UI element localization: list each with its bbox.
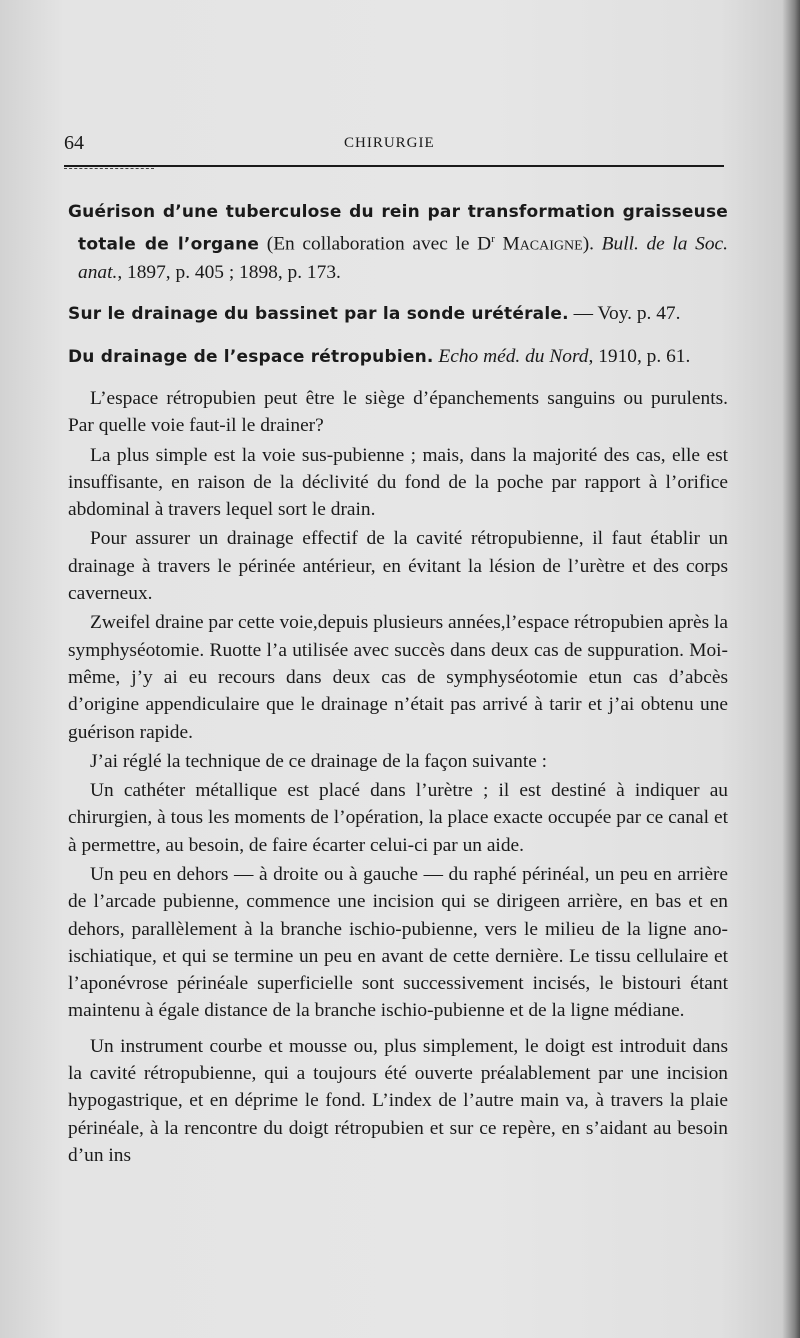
entry-title: Du drainage de l’espace rétropubien. bbox=[68, 346, 434, 367]
entry-source: Echo méd. du Nord bbox=[433, 345, 589, 367]
entry-collab-name: Macaigne bbox=[494, 233, 583, 255]
header-rule bbox=[64, 165, 724, 167]
entry-title: Sur le drainage du bassinet par la sonde urétérale. bbox=[68, 304, 569, 325]
paragraph: La plus simple est la voie sus-pubienne ; mais, dans la majorité des cas, elle est insuffisante, en raison de la déclivité du fond de la poche par rapport à l’orifice abdominal à travers lequel sort le drain. bbox=[68, 444, 728, 521]
paragraph: L’espace rétropubien peut être le siège d’épanchements sanguins ou purulents. Par quelle voie faut-il le drainer? bbox=[68, 387, 728, 437]
paragraph: Un cathéter métallique est placé dans l’urètre ; il est destiné à indiquer au chirurgien, à tous les moments de l’opération, la place exacte occupée par ce canal et à permettre, au besoin, de faire écarter celui-ci par un aide. bbox=[68, 780, 728, 856]
page-header bbox=[64, 132, 724, 156]
entry-source: Bull. de la Soc. anat. bbox=[78, 233, 728, 284]
entry-collab-sup: r bbox=[491, 233, 495, 246]
book-spine-shadow bbox=[782, 0, 800, 1338]
paragraph: Un instrument courbe et mousse ou, plus simplement, le doigt est introduit dans la cavité rétropubienne, qui a toujours été ouverte préalablement par une incision hypogastrique, et en déprime le fond. L’index de l’autre main va, à travers la plaie périnéale, à la rencontre du doigt rétropubien et sur ce repère, en s’aidant au besoin d’un ins bbox=[68, 1035, 728, 1166]
entry-collab-suffix: ). bbox=[582, 233, 602, 255]
page-number: 64 bbox=[64, 132, 84, 154]
paragraph: Un peu en dehors — à droite ou à gauche — du raphé périnéal, un peu en arrière de l’arcade pubienne, commence une incision qui se dirigeen arrière, en bas et en dehors, parallèlement à la branche ischio-pubienne, vers le milieu de la ligne ano-ischiatique, et qui se termine un peu en avant de cette dernière. Le tissu cellulaire et l’aponévrose périnéale superficielle sont successivement incisés, le bistouri étant maintenu à égale distance de la branche ischio-pubienne et de la ligne médiane. bbox=[68, 864, 728, 1022]
bibliography-entry bbox=[68, 300, 728, 328]
header-rule-dashed bbox=[64, 168, 154, 169]
page-body bbox=[68, 198, 728, 1171]
bibliography-entry bbox=[68, 343, 728, 371]
running-title: CHIRURGIE bbox=[344, 135, 435, 151]
paragraph: Zweifel draine par cette voie,depuis plusieurs années,l’espace rétropubien après la symphyséotomie. Ruotte l’a utilisée avec succès dans deux cas de suppuration. Moi-même, j’y ai eu recours dans deux cas de symphyséotomie etun cas d’abcès d’origine appendiculaire que le drainage n’était pas arrivé à tarir et j’ai obtenu une guérison rapide. bbox=[68, 612, 728, 743]
paragraph: Pour assurer un drainage effectif de la cavité rétropubienne, il faut établir un drainage à travers le périnée antérieur, en évitant la lésion de l’urètre et des corps caverneux. bbox=[68, 528, 728, 605]
entry-details: — Voy. p. 47. bbox=[568, 303, 681, 325]
paragraph: J’ai réglé la technique de ce drainage de la façon suivante : bbox=[90, 750, 548, 772]
entry-details: , 1910, p. 61. bbox=[588, 345, 691, 367]
entry-collab: (En collaboration avec le D bbox=[259, 233, 492, 255]
entry-title: Guérison d’une tuberculose du rein par transformation graisseuse totale de l’organe bbox=[68, 202, 728, 255]
bibliography-entry bbox=[68, 198, 728, 286]
entry-details: , 1897, p. 405 ; 1898, p. 173. bbox=[117, 262, 341, 284]
